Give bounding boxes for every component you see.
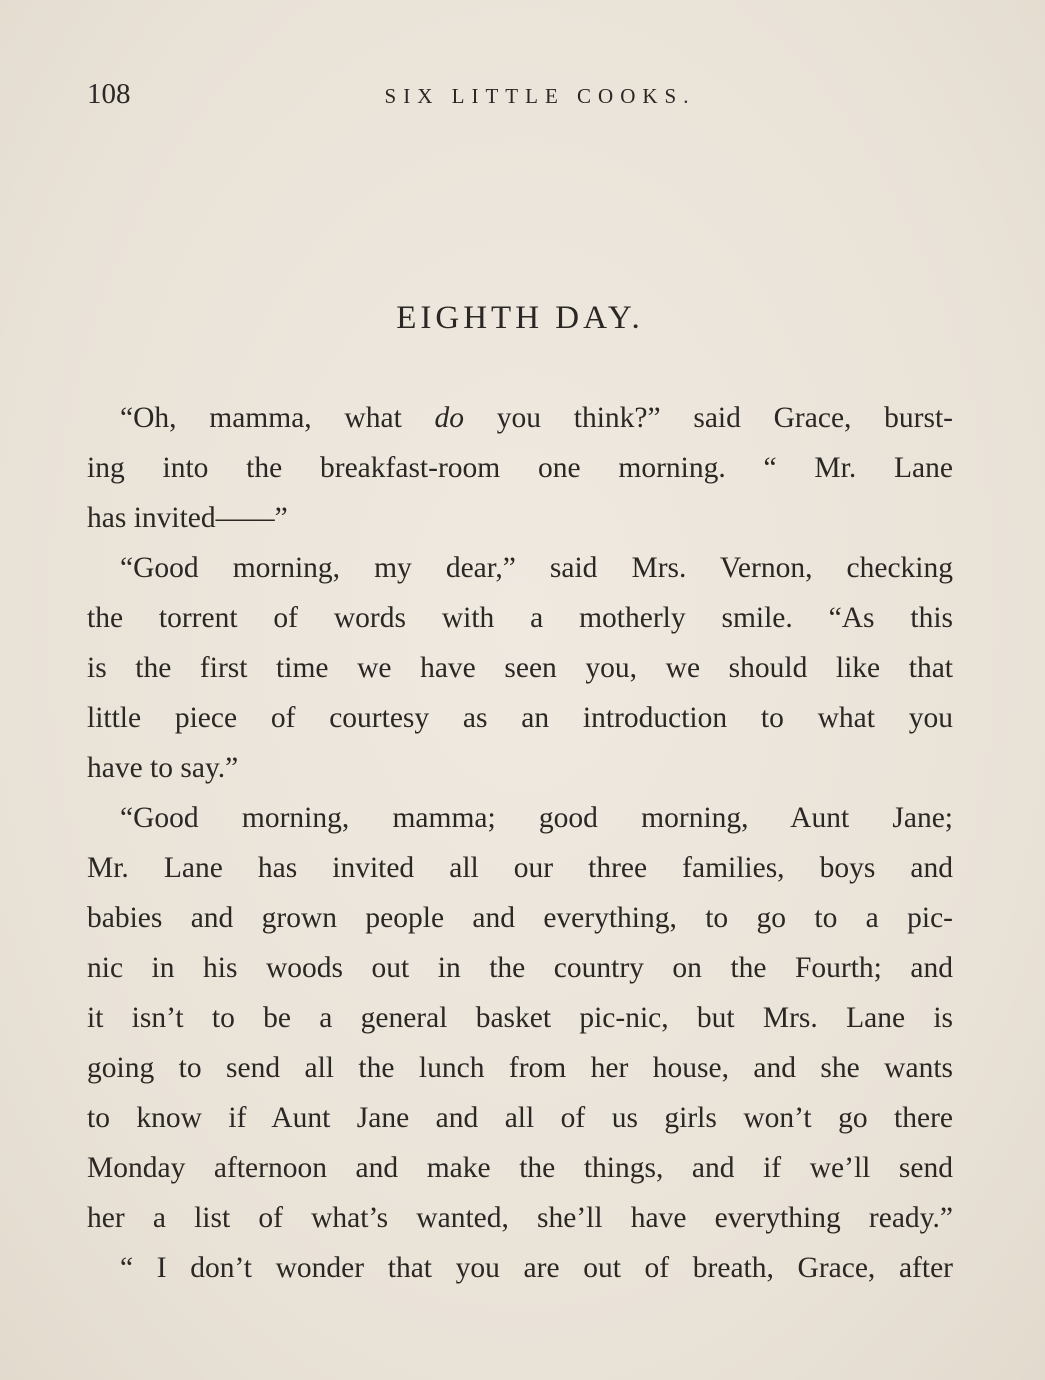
text-line: the torrent of words with a motherly smile. “As this [87,602,953,634]
text-line: “Good morning, mamma; good morning, Aunt Jane; [120,802,953,834]
text-line: is the first time we have seen you, we should like that [87,652,953,684]
text-line: has invited——” [87,502,288,534]
text-line: Monday afternoon and make the things, and if we’ll send [87,1152,953,1184]
text-line: it isn’t to be a general basket pic-nic, but Mrs. Lane is [87,1002,953,1034]
text-line: babies and grown people and everything, to go to a pic- [87,902,953,934]
text-line: have to say.” [87,752,239,784]
page-number: 108 [87,78,131,110]
text-line: to know if Aunt Jane and all of us girls won’t go there [87,1102,953,1134]
text-line: “Good morning, my dear,” said Mrs. Vernon, checking [120,552,953,584]
text-run: you think?” said Grace, burst- [464,402,953,434]
text-run: “Oh, mamma, what [120,402,435,434]
running-head [87,78,953,118]
text-line: “ I don’t wonder that you are out of breath, Grace, after [120,1252,953,1284]
body-text [87,393,953,1293]
text-line: going to send all the lunch from her house, and she wants [87,1052,953,1084]
chapter-heading: EIGHTH DAY. [396,300,644,336]
text-line: nic in his woods out in the country on the Fourth; and [87,952,953,984]
text-line: Mr. Lane has invited all our three families, boys and [87,852,953,884]
text-line [87,393,953,443]
text-line: her a list of what’s wanted, she’ll have everything ready.” [87,1202,953,1234]
text-line: little piece of courtesy as an introduction to what you [87,702,953,734]
text-line: ing into the breakfast-room one morning. “ Mr. Lane [87,452,953,484]
emphasis: do [434,402,465,434]
running-title: SIX LITTLE COOKS. [384,84,696,108]
